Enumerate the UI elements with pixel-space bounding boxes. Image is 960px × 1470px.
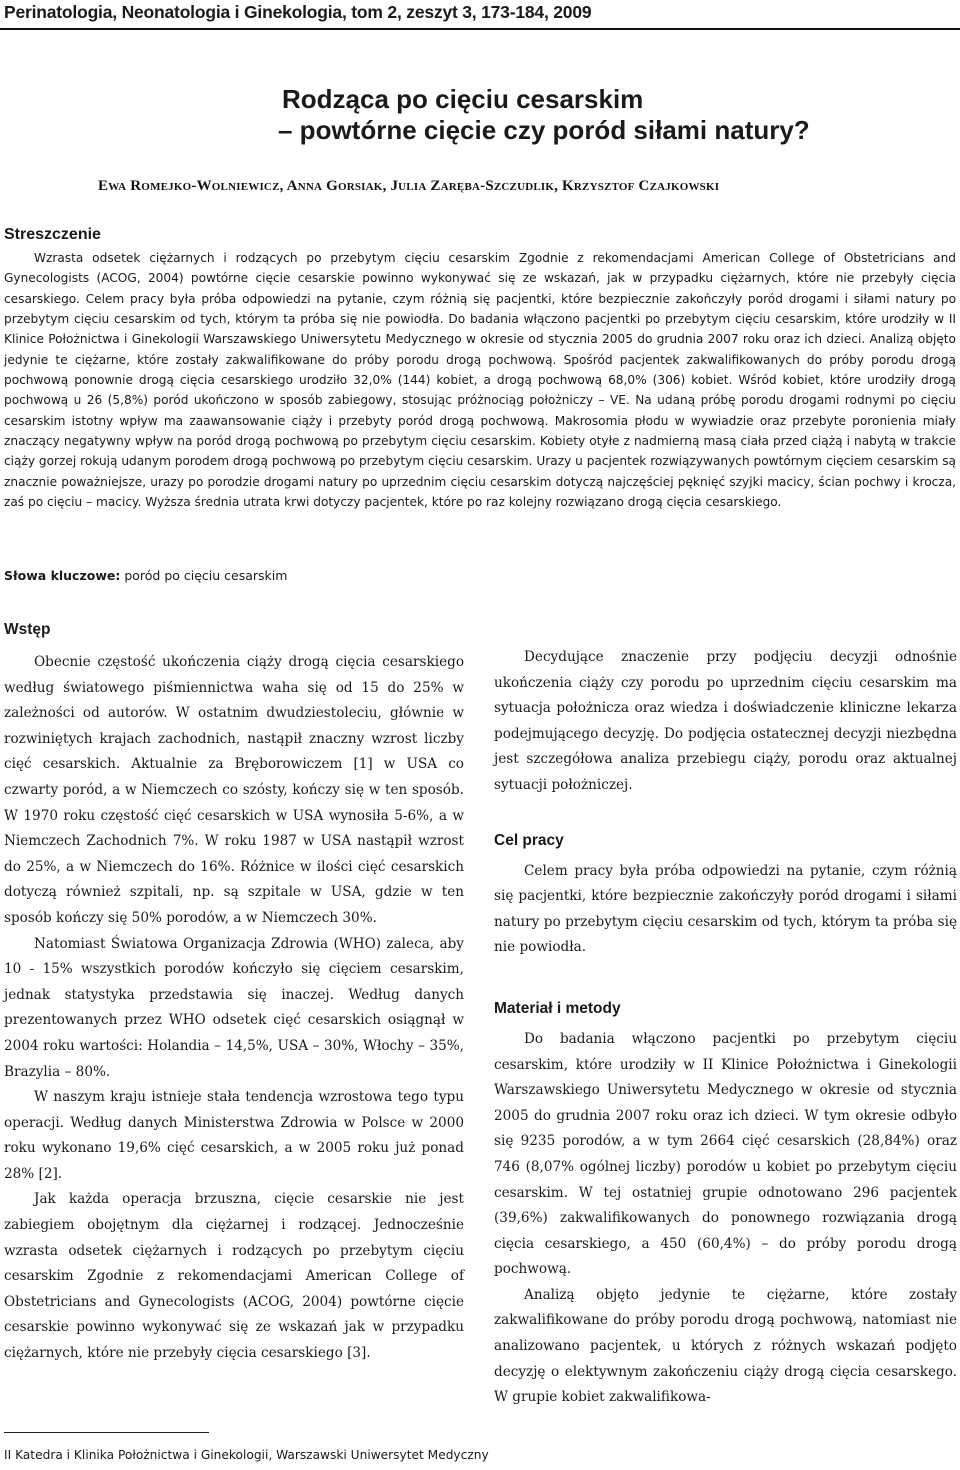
section-heading-methods: Materiał i metody (494, 999, 621, 1017)
right-column (494, 645, 957, 1411)
footnote-rule (4, 1432, 209, 1433)
paragraph: Decydujące znaczenie przy podjęciu decyzji odnośnie ukończenia ciąży czy porodu po uprzednim cięciu cesarskim ma sytuacja położnicza oraz wiedza i doświadczenie kliniczne lekarza podejmującego decyzję. Do podjęcia ostatecznej decyzji niezbędna jest szczegółowa analiza przebiegu ciąży, porodu oraz aktualnej sytuacji położniczej. (494, 649, 957, 793)
section-heading-aim: Cel pracy (494, 831, 564, 849)
keywords (4, 568, 904, 583)
journal-header: Perinatologia, Neonatologia i Ginekologia, tom 2, zeszyt 3, 173-184, 2009 (4, 2, 592, 22)
authors: Ewa Romejko-Wolniewicz, Anna Gorsiak, Julia Zaręba-Szczudlik, Krzysztof Czajkowski (98, 178, 720, 194)
paragraph: Celem pracy była próba odpowiedzi na pytanie, czym różnią się pacjentki, które bezpiecznie zakończyły poród drogami i siłami natury po przebytym cięciu cesarskim od tych, którym ta próba się nie powiodła. (494, 862, 957, 956)
paragraph: W naszym kraju istnieje stała tendencja wzrostowa tego typu operacji. Według danych Ministerstwa Zdrowia w Polsce w 2000 roku wykonano 19,6% cięć cesarskich, a w 2005 roku już ponad 28% [2]. (4, 1089, 464, 1182)
section-heading-introduction: Wstęp (4, 621, 51, 638)
left-column (4, 618, 464, 1367)
paragraph: Do badania włączono pacjentki po przebytym cięciu cesarskim, które urodziły w II Klinice Położnictwa i Ginekologii Warszawskiego Uniwersytetu Medycznego w okresie od stycznia 2005 do grudnia 2007 roku oraz ich dzieci. W tym okresie odbyło się 9235 porodów, a w tym 2664 cięć cesarskich (28,84%) oraz 746 (8,07% ogólnej liczby) porodów u kobiet po przebytym cięciu cesarskim. W tej ostatniej grupie odnotowano 296 pacjentek (39,6%) zakwalifikowanych do ponownego rozwiązania drogą cięcia cesarskiego, a 450 (60,4%) – do próby porodu drogą pochwową. (494, 1030, 957, 1278)
article-title (278, 84, 842, 146)
abstract-heading: Streszczenie (4, 226, 101, 243)
abstract-text: Wzrasta odsetek ciężarnych i rodzących po przebytym cięciu cesarskim Zgodnie z rekomendacjami American College of Obstetricians and Gynecologists (ACOG, 2004) powtórne cięcie cesarskie powinno wykonywać się ze wskazań, jak w przypadku ciężarnych, które nie przebyły cięcia cesarskiego. Celem pracy była próba odpowiedzi na pytanie, czym różnią się pacjentki, które bezpiecznie zakończyły poród drogami i siłami natury po przebytym cięciu cesarskim od tych, którym ta próba się nie powiodła. Do badania włączono pacjentki po przebytym cięciu cesarskim, które urodziły w II Klinice Położnictwa i Ginekologii Warszawskiego Uniwersytetu Medycznego w okresie od stycznia 2005 do grudnia 2007 roku oraz ich dzieci. Analizą objęto jedynie te ciężarne, które zostały zakwalifikowane do próby porodu drogą pochwową. Spośród pacjentek zakwalifikowanych do próby porodu drogą pochwową ponownie drogą cięcia cesarskiego urodziło 32,0% (144) kobiet, a drogą pochwową 68,0% (306) kobiet. Wśród kobiet, które urodziły drogą pochwową u 26 (5,8%) poród ukończono w sposób zabiegowy, stosując próżnociąg położniczy – VE. Na udaną próbę porodu drogami rodnymi po cięciu cesarskim istotny wpływ ma zaawansowanie ciąży i przebyty poród drogą pochwową. Makrosomia płodu w wywiadzie oraz przebyte poronienia miały znaczący negatywny wpływ na poród drogą pochwową po przebytym cięciu cesarskim. Kobiety otyłe z nadmierną masą ciała przed ciążą i nabytą w trakcie ciąży gorzej rokują udanym porodem drogą pochwową po przebytym cięciu cesarskim. Urazy u pacjentek rozwiązywanych powtórnym cięciem cesarskim są znacznie poważniejsze, urazy po porodzie drogami natury po uprzednim cięciu cesarskim dotyczą najczęściej pęknięć szyjki macicy, ścian pochwy i krocza, zaś po cięciu – macicy. Wyższa średnia utrata krwi dotyczy pacjentek, które po raz kolejny rozwiązano drogą cięcia cesarskiego. (4, 251, 956, 510)
affiliation-footnote: II Katedra i Klinika Położnictwa i Ginekologii, Warszawski Uniwersytet Medyczny (4, 1448, 489, 1462)
paragraph: Analizą objęto jedynie te ciężarne, które zostały zakwalifikowane do próby porodu drogą pochwową, natomiast nie analizowano pacjentek, u których z różnych wskazań podjęto decyzję o elektywnym zakończeniu ciąży drogą cięcia cesarskego. W grupie kobiet zakwalifikowa- (494, 1286, 957, 1406)
header-rule (0, 28, 960, 30)
title-line-2: – powtórne cięcie czy poród siłami natury? (278, 115, 810, 145)
title-line-1: Rodząca po cięciu cesarskim (282, 84, 644, 114)
paragraph: Natomiast Światowa Organizacja Zdrowia (WHO) zaleca, aby 10 - 15% wszystkich porodów kończyło się cięciem cesarskim, jednak statystyka przedstawia się inaczej. Według danych prezentowanych przez WHO odsetek cięć cesarskich osiągnął w 2004 roku wartości: Holandia – 14,5%, USA – 30%, Włochy – 35%, Brazylia – 80%. (4, 935, 464, 1080)
keywords-value: poród po cięciu cesarskim (120, 568, 288, 583)
paragraph: Obecnie częstość ukończenia ciąży drogą cięcia cesarskiego według światowego piśmiennictwa waha się od 15 do 25% w zależności od autorów. W ostatnim dwudziestoleciu, głównie w rozwiniętych krajach zachodnich, nastąpił znaczny wzrost liczby cięć cesarskich. Aktualnie za Bręborowiczem [1] w USA co czwarty poród, a w Niemczech co szósty, kończy się w ten sposób. W 1970 roku częstość cięć cesarskich w USA wynosiła 5-6%, a w Niemczech Zachodnich 7%. W roku 1987 w USA nastąpił wzrost do 25%, a w Niemczech do 16%. Różnice w ilości cięć cesarskich dotyczą również szpitali, np. są szpitale w USA, gdzie w ten sposób kończy się 50% porodów, a w Niemczech 30%. (4, 654, 464, 926)
paragraph: Jak każda operacja brzuszna, cięcie cesarskie nie jest zabiegiem obojętnym dla ciężarnej i rodzącej. Jednocześnie wzrasta odsetek ciężarnych i rodzących po przebytym cięciu cesarskim Zgodnie z rekomendacjami American College of Obstetricians and Gynecologists (ACOG, 2004) powtórne cięcie cesarskie powinno wykonywać się ze wskazań jak w przypadku ciężarnych, które nie przebyły cięcia cesarskiego [3]. (4, 1191, 464, 1362)
keywords-label: Słowa kluczowe: (4, 568, 121, 583)
